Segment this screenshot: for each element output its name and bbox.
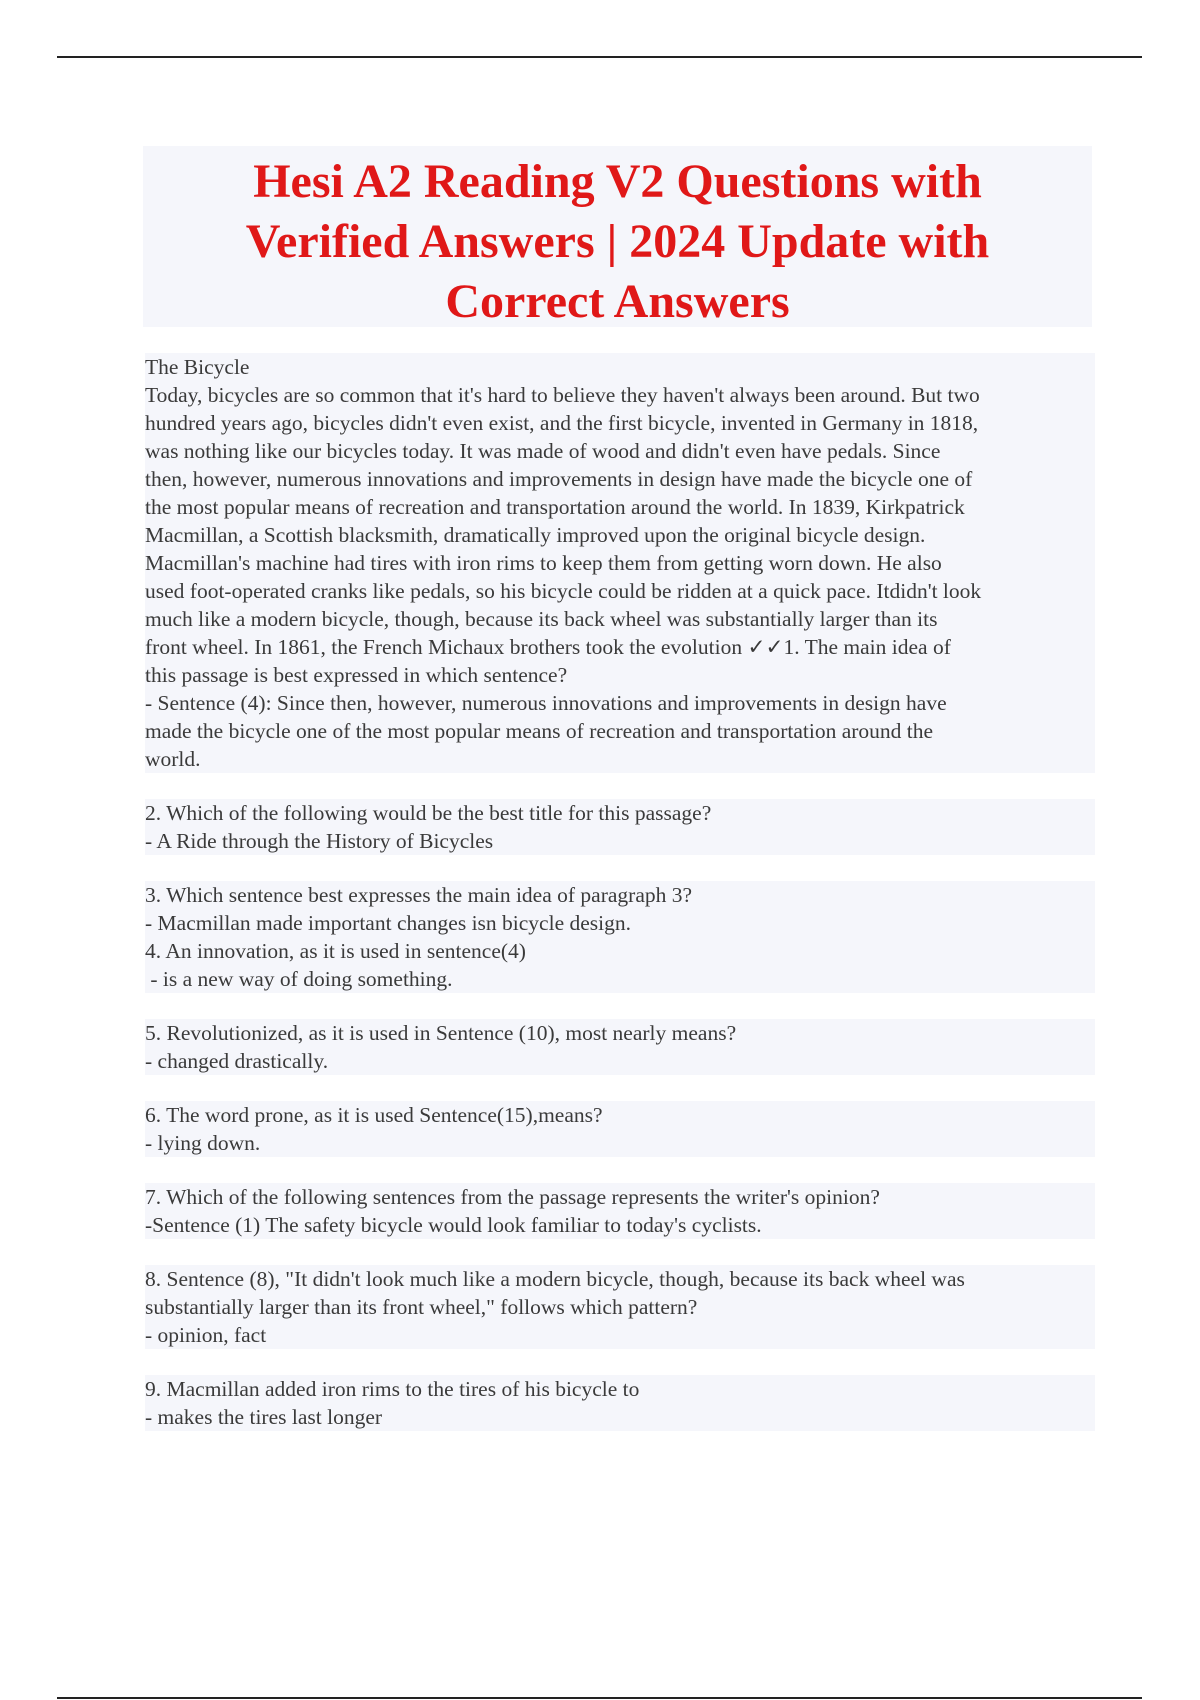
question-text: 6. The word prone, as it is used Sentence(15),means? <box>145 1103 603 1127</box>
question-text: 4. An innovation, as it is used in sentence(4) <box>145 939 526 963</box>
answer-1-line: - Sentence (4): Since then, however, numerous innovations and improvements in design have <box>145 691 947 715</box>
document-title-block <box>143 146 1092 327</box>
bottom-divider <box>57 1697 1142 1699</box>
question-text: 8. Sentence (8), "It didn't look much like a modern bicycle, though, because its back wheel was <box>145 1267 965 1291</box>
document-title-line-1: Hesi A2 Reading V2 Questions with <box>253 155 982 208</box>
passage-line: Today, bicycles are so common that it's hard to believe they haven't always been around. But two <box>145 383 980 407</box>
question-text: 7. Which of the following sentences from the passage represents the writer's opinion? <box>145 1185 880 1209</box>
qa-item-6 <box>145 1101 1095 1157</box>
passage-line: much like a modern bicycle, though, because its back wheel was substantially larger than its <box>145 607 938 631</box>
answer-text: - lying down. <box>145 1131 261 1155</box>
passage-line: then, however, numerous innovations and improvements in design have made the bicycle one of <box>145 467 973 491</box>
question-text: substantially larger than its front wheel," follows which pattern? <box>145 1295 698 1319</box>
answer-text: - Macmillan made important changes isn bicycle design. <box>145 911 631 935</box>
passage-line: front wheel. In 1861, the French Michaux brothers took the evolution ✓✓1. The main idea of <box>145 635 951 659</box>
passage-line: the most popular means of recreation and transportation around the world. In 1839, Kirkpatrick <box>145 495 965 519</box>
passage-line: Macmillan's machine had tires with iron rims to keep them from getting worn down. He also <box>145 551 942 575</box>
answer-text: - makes the tires last longer <box>145 1405 383 1429</box>
question-text: 2. Which of the following would be the best title for this passage? <box>145 801 712 825</box>
qa-item-8 <box>145 1265 1095 1349</box>
answer-1-line: world. <box>145 747 201 771</box>
passage-line: Macmillan, a Scottish blacksmith, dramatically improved upon the original bicycle design. <box>145 523 926 547</box>
document-title-line-3: Correct Answers <box>445 275 790 328</box>
qa-item-4 <box>145 937 1095 993</box>
top-divider <box>57 56 1142 58</box>
answer-text: - is a new way of doing something. <box>145 967 453 991</box>
passage-line: was nothing like our bicycles today. It was made of wood and didn't even have pedals. Since <box>145 439 941 463</box>
qa-item-9 <box>145 1375 1095 1431</box>
answer-text: -Sentence (1) The safety bicycle would look familiar to today's cyclists. <box>145 1213 762 1237</box>
question-text: 3. Which sentence best expresses the main idea of paragraph 3? <box>145 883 693 907</box>
answer-text: - A Ride through the History of Bicycles <box>145 829 494 853</box>
answer-text: - opinion, fact <box>145 1323 267 1347</box>
qa-item-3 <box>145 881 1095 937</box>
question-text: 5. Revolutionized, as it is used in Sentence (10), most nearly means? <box>145 1021 737 1045</box>
qa-item-2 <box>145 799 1095 855</box>
answer-1-line: made the bicycle one of the most popular means of recreation and transportation around the <box>145 719 934 743</box>
passage-line: hundred years ago, bicycles didn't even exist, and the first bicycle, invented in Germany in 1818, <box>145 411 979 435</box>
document-body <box>145 353 1095 1431</box>
answer-text: - changed drastically. <box>145 1049 329 1073</box>
passage-line: used foot-operated cranks like pedals, so his bicycle could be ridden at a quick pace. Itdidn't look <box>145 579 982 603</box>
question-1-line: this passage is best expressed in which sentence? <box>145 663 568 687</box>
passage-heading: The Bicycle <box>145 355 250 379</box>
question-text: 9. Macmillan added iron rims to the tires of his bicycle to <box>145 1377 640 1401</box>
document-title-line-2: Verified Answers | 2024 Update with <box>245 215 990 268</box>
qa-item-5 <box>145 1019 1095 1075</box>
qa-item-7 <box>145 1183 1095 1239</box>
passage-block <box>145 353 1095 773</box>
